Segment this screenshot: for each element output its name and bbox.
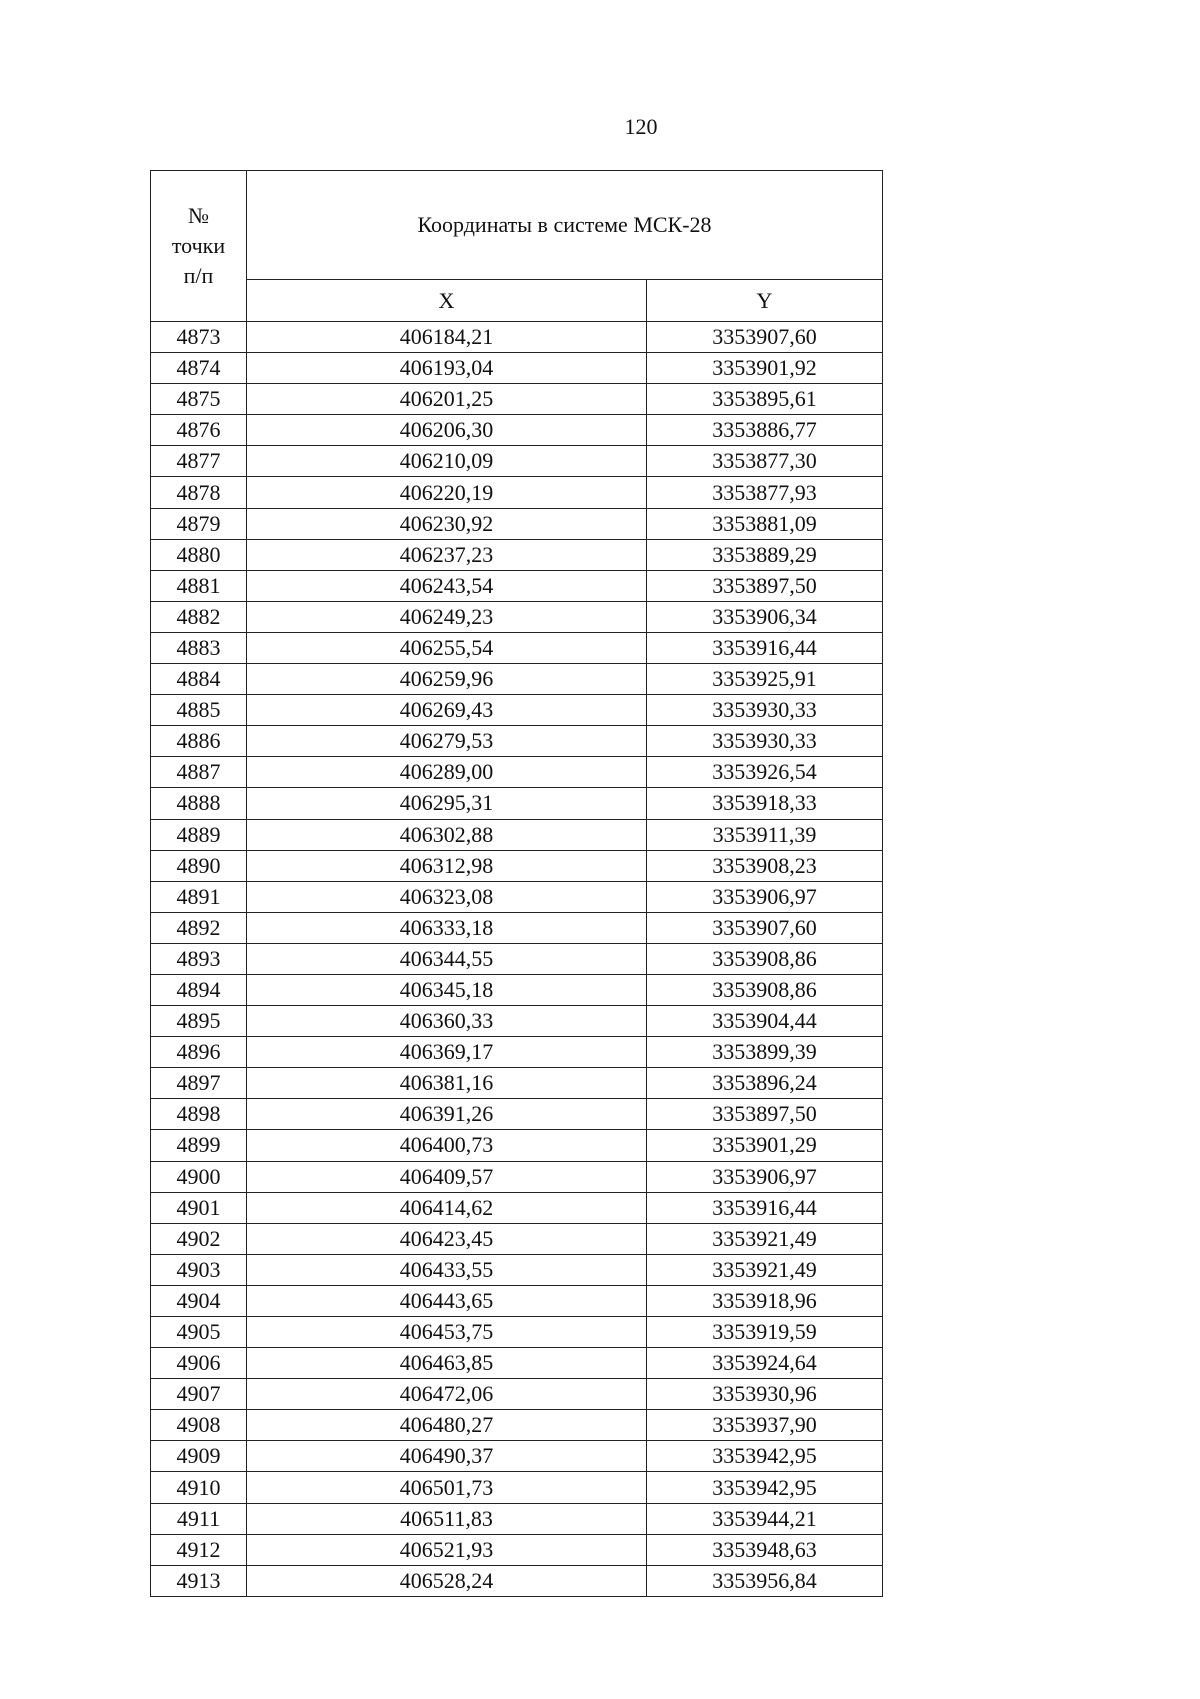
- table-row: [151, 1317, 883, 1348]
- cell-point-number: 4907: [151, 1379, 247, 1410]
- table-row: [151, 881, 883, 912]
- cell-x: 406521,93: [247, 1534, 647, 1565]
- cell-x: 406391,26: [247, 1099, 647, 1130]
- cell-x: 406255,54: [247, 632, 647, 663]
- table-row: [151, 819, 883, 850]
- cell-x: 406511,83: [247, 1503, 647, 1534]
- table-row: [151, 1192, 883, 1223]
- cell-point-number: 4879: [151, 508, 247, 539]
- table-row: [151, 1223, 883, 1254]
- cell-point-number: 4891: [151, 881, 247, 912]
- cell-y: 3353896,24: [647, 1068, 883, 1099]
- cell-y: 3353924,64: [647, 1348, 883, 1379]
- cell-x: 406206,30: [247, 415, 647, 446]
- page-number: 120: [624, 114, 658, 139]
- cell-y: 3353907,60: [647, 912, 883, 943]
- cell-y: 3353918,96: [647, 1285, 883, 1316]
- cell-x: 406249,23: [247, 601, 647, 632]
- cell-y: 3353877,93: [647, 477, 883, 508]
- table-row: [151, 726, 883, 757]
- table-row: [151, 974, 883, 1005]
- table-row: [151, 1503, 883, 1534]
- table-row: [151, 1006, 883, 1037]
- cell-x: 406279,53: [247, 726, 647, 757]
- cell-point-number: 4896: [151, 1037, 247, 1068]
- cell-point-number: 4911: [151, 1503, 247, 1534]
- cell-x: 406210,09: [247, 446, 647, 477]
- cell-point-number: 4883: [151, 632, 247, 663]
- cell-point-number: 4886: [151, 726, 247, 757]
- cell-x: 406230,92: [247, 508, 647, 539]
- header-y: Y: [647, 279, 883, 321]
- cell-point-number: 4902: [151, 1223, 247, 1254]
- cell-point-number: 4899: [151, 1130, 247, 1161]
- table-body: [151, 322, 883, 1597]
- table-row: [151, 1534, 883, 1565]
- cell-x: 406369,17: [247, 1037, 647, 1068]
- cell-x: 406333,18: [247, 912, 647, 943]
- cell-point-number: 4890: [151, 850, 247, 881]
- table-row: [151, 850, 883, 881]
- table-row: [151, 788, 883, 819]
- cell-x: 406409,57: [247, 1161, 647, 1192]
- cell-x: 406237,23: [247, 539, 647, 570]
- cell-point-number: 4893: [151, 943, 247, 974]
- cell-x: 406259,96: [247, 664, 647, 695]
- cell-y: 3353906,97: [647, 1161, 883, 1192]
- cell-point-number: 4887: [151, 757, 247, 788]
- table-row: [151, 1099, 883, 1130]
- cell-y: 3353907,60: [647, 322, 883, 353]
- cell-y: 3353942,95: [647, 1441, 883, 1472]
- table-row: [151, 1565, 883, 1596]
- cell-point-number: 4901: [151, 1192, 247, 1223]
- cell-y: 3353919,59: [647, 1317, 883, 1348]
- cell-x: 406414,62: [247, 1192, 647, 1223]
- cell-point-number: 4885: [151, 695, 247, 726]
- cell-y: 3353930,33: [647, 726, 883, 757]
- table-row: [151, 757, 883, 788]
- cell-y: 3353901,29: [647, 1130, 883, 1161]
- cell-point-number: 4888: [151, 788, 247, 819]
- cell-x: 406400,73: [247, 1130, 647, 1161]
- cell-x: 406295,31: [247, 788, 647, 819]
- cell-point-number: 4873: [151, 322, 247, 353]
- table-row: [151, 1161, 883, 1192]
- cell-y: 3353895,61: [647, 384, 883, 415]
- cell-point-number: 4881: [151, 570, 247, 601]
- cell-point-number: 4884: [151, 664, 247, 695]
- header-point-number-line: п/п: [183, 263, 214, 288]
- table-row: [151, 1348, 883, 1379]
- cell-y: 3353930,96: [647, 1379, 883, 1410]
- cell-y: 3353906,97: [647, 881, 883, 912]
- cell-y: 3353908,86: [647, 943, 883, 974]
- cell-x: 406312,98: [247, 850, 647, 881]
- cell-x: 406360,33: [247, 1006, 647, 1037]
- cell-y: 3353916,44: [647, 1192, 883, 1223]
- table-row: [151, 1254, 883, 1285]
- table-row: [151, 601, 883, 632]
- cell-y: 3353906,34: [647, 601, 883, 632]
- cell-x: 406302,88: [247, 819, 647, 850]
- table-row: [151, 1130, 883, 1161]
- cell-point-number: 4910: [151, 1472, 247, 1503]
- table-row: [151, 1441, 883, 1472]
- cell-point-number: 4875: [151, 384, 247, 415]
- cell-y: 3353921,49: [647, 1254, 883, 1285]
- table-row: [151, 477, 883, 508]
- cell-point-number: 4878: [151, 477, 247, 508]
- table-row: [151, 570, 883, 601]
- cell-point-number: 4903: [151, 1254, 247, 1285]
- cell-point-number: 4904: [151, 1285, 247, 1316]
- cell-x: 406381,16: [247, 1068, 647, 1099]
- cell-x: 406490,37: [247, 1441, 647, 1472]
- table-row: [151, 384, 883, 415]
- table-row: [151, 1410, 883, 1441]
- cell-x: 406480,27: [247, 1410, 647, 1441]
- cell-point-number: 4892: [151, 912, 247, 943]
- table-row: [151, 1472, 883, 1503]
- cell-x: 406220,19: [247, 477, 647, 508]
- cell-y: 3353944,21: [647, 1503, 883, 1534]
- cell-x: 406472,06: [247, 1379, 647, 1410]
- cell-point-number: 4889: [151, 819, 247, 850]
- cell-point-number: 4913: [151, 1565, 247, 1596]
- cell-y: 3353926,54: [647, 757, 883, 788]
- cell-point-number: 4898: [151, 1099, 247, 1130]
- cell-x: 406453,75: [247, 1317, 647, 1348]
- cell-point-number: 4905: [151, 1317, 247, 1348]
- cell-x: 406433,55: [247, 1254, 647, 1285]
- cell-y: 3353921,49: [647, 1223, 883, 1254]
- cell-point-number: 4882: [151, 601, 247, 632]
- cell-x: 406184,21: [247, 322, 647, 353]
- cell-point-number: 4908: [151, 1410, 247, 1441]
- cell-x: 406193,04: [247, 353, 647, 384]
- cell-point-number: 4895: [151, 1006, 247, 1037]
- cell-y: 3353897,50: [647, 1099, 883, 1130]
- cell-x: 406463,85: [247, 1348, 647, 1379]
- cell-point-number: 4897: [151, 1068, 247, 1099]
- header-x: X: [247, 279, 647, 321]
- cell-y: 3353942,95: [647, 1472, 883, 1503]
- cell-point-number: 4877: [151, 446, 247, 477]
- table-row: [151, 322, 883, 353]
- table-row: [151, 632, 883, 663]
- table-row: [151, 353, 883, 384]
- cell-x: 406443,65: [247, 1285, 647, 1316]
- cell-point-number: 4894: [151, 974, 247, 1005]
- cell-y: 3353918,33: [647, 788, 883, 819]
- cell-point-number: 4880: [151, 539, 247, 570]
- cell-y: 3353889,29: [647, 539, 883, 570]
- cell-y: 3353881,09: [647, 508, 883, 539]
- header-coordinate-system: Координаты в системе МСК-28: [247, 171, 883, 280]
- cell-y: 3353877,30: [647, 446, 883, 477]
- table-row: [151, 415, 883, 446]
- cell-y: 3353908,23: [647, 850, 883, 881]
- cell-x: 406423,45: [247, 1223, 647, 1254]
- cell-x: 406243,54: [247, 570, 647, 601]
- table-row: [151, 539, 883, 570]
- cell-y: 3353886,77: [647, 415, 883, 446]
- cell-y: 3353956,84: [647, 1565, 883, 1596]
- coordinates-table: [150, 170, 883, 1597]
- cell-x: 406345,18: [247, 974, 647, 1005]
- cell-y: 3353901,92: [647, 353, 883, 384]
- header-point-number-line: точки: [171, 233, 226, 258]
- cell-y: 3353908,86: [647, 974, 883, 1005]
- table-row: [151, 1037, 883, 1068]
- table-row: [151, 943, 883, 974]
- cell-x: 406201,25: [247, 384, 647, 415]
- cell-point-number: 4874: [151, 353, 247, 384]
- table-row: [151, 1379, 883, 1410]
- cell-y: 3353937,90: [647, 1410, 883, 1441]
- cell-x: 406344,55: [247, 943, 647, 974]
- cell-y: 3353911,39: [647, 819, 883, 850]
- cell-point-number: 4906: [151, 1348, 247, 1379]
- cell-x: 406289,00: [247, 757, 647, 788]
- cell-y: 3353948,63: [647, 1534, 883, 1565]
- header-point-number: [151, 171, 247, 322]
- cell-point-number: 4909: [151, 1441, 247, 1472]
- table-row: [151, 695, 883, 726]
- cell-y: 3353925,91: [647, 664, 883, 695]
- cell-point-number: 4876: [151, 415, 247, 446]
- table-row: [151, 1068, 883, 1099]
- cell-y: 3353897,50: [647, 570, 883, 601]
- cell-x: 406528,24: [247, 1565, 647, 1596]
- table-row: [151, 446, 883, 477]
- cell-point-number: 4912: [151, 1534, 247, 1565]
- table-row: [151, 508, 883, 539]
- cell-point-number: 4900: [151, 1161, 247, 1192]
- cell-x: 406269,43: [247, 695, 647, 726]
- cell-y: 3353899,39: [647, 1037, 883, 1068]
- cell-x: 406323,08: [247, 881, 647, 912]
- table-row: [151, 1285, 883, 1316]
- cell-x: 406501,73: [247, 1472, 647, 1503]
- table-row: [151, 912, 883, 943]
- table-row: [151, 664, 883, 695]
- cell-y: 3353916,44: [647, 632, 883, 663]
- cell-y: 3353904,44: [647, 1006, 883, 1037]
- header-point-number-line: №: [188, 203, 209, 228]
- cell-y: 3353930,33: [647, 695, 883, 726]
